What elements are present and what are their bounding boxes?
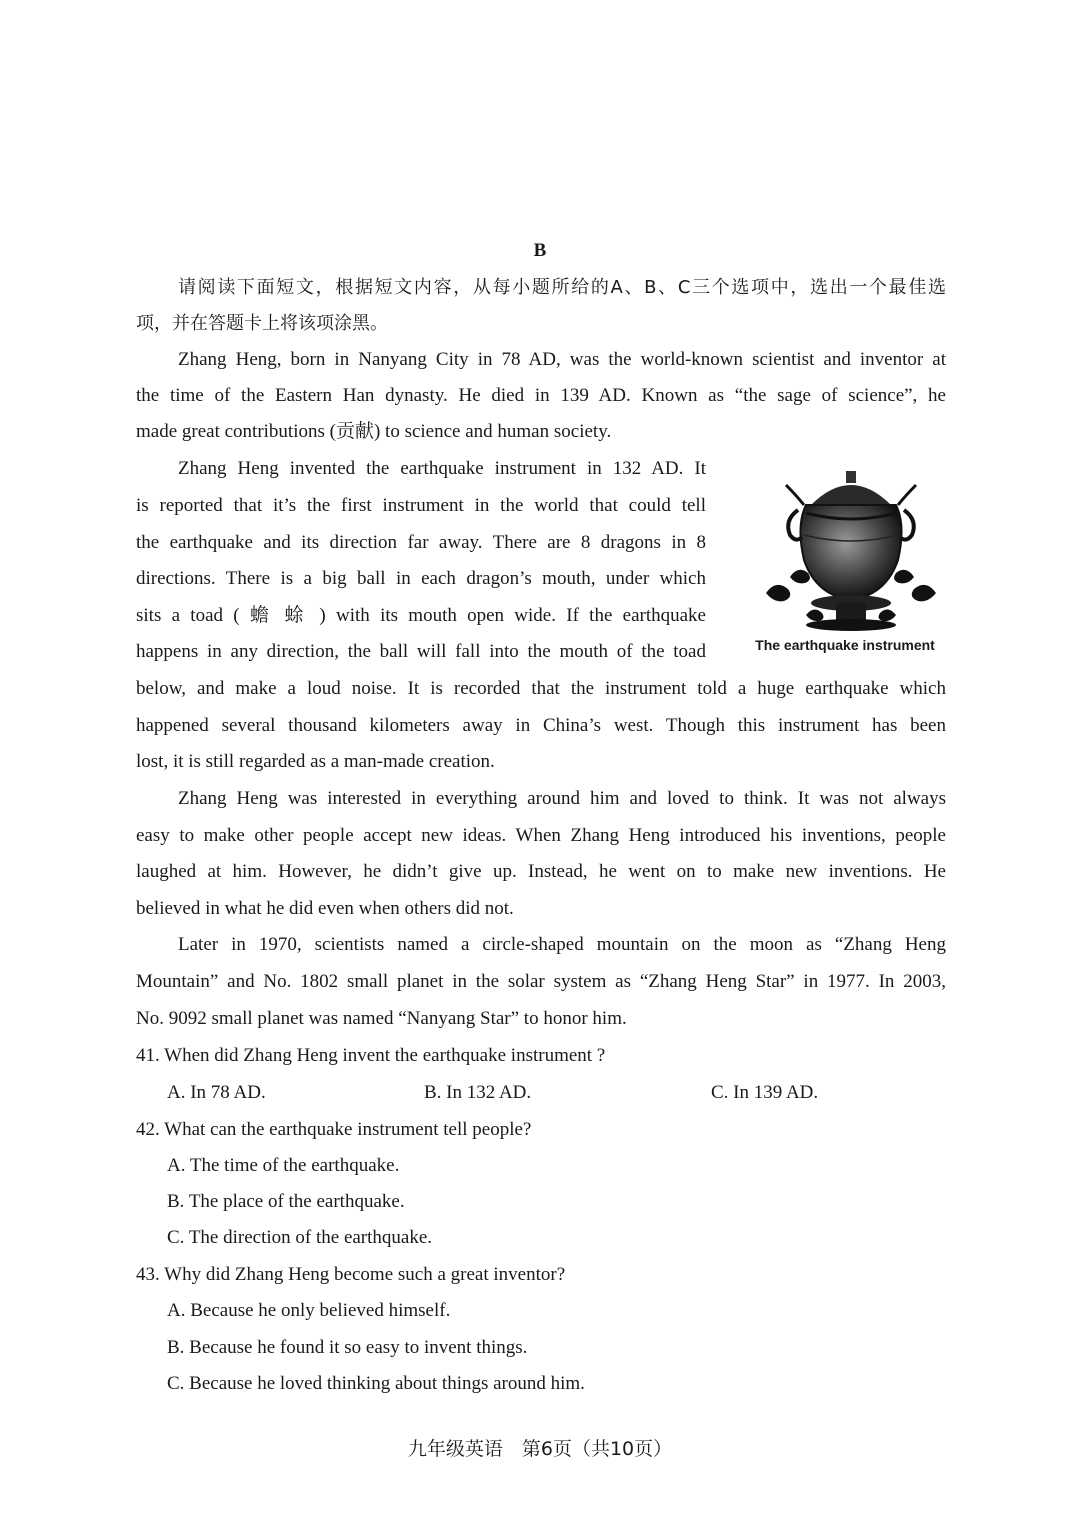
question-43-option-b: B. Because he found it so easy to invent things. <box>167 1337 528 1358</box>
question-41-stem: 41. When did Zhang Heng invent the earthquake instrument ? <box>136 1045 606 1066</box>
question-42-stem: 42. What can the earthquake instrument tell people? <box>136 1119 532 1140</box>
question-42-option-c: C. The direction of the earthquake. <box>167 1227 433 1248</box>
passage-line: Zhang Heng invented the earthquake instrument in 132 AD. It <box>178 458 706 479</box>
passage-line: Mountain” and No. 1802 small planet in the solar system as “Zhang Heng Star” in 1977. In 2003, <box>136 971 946 992</box>
section-title: B <box>533 240 547 261</box>
passage-line: the earthquake and its direction far away. There are 8 dragons in 8 <box>136 532 706 553</box>
question-43-option-c: C. Because he loved thinking about things around him. <box>167 1373 585 1394</box>
question-43-option-a: A. Because he only believed himself. <box>167 1300 451 1321</box>
earthquake-instrument-image <box>756 465 946 635</box>
passage-line: made great contributions (贡献) to science and human society. <box>136 421 612 442</box>
passage-line: Later in 1970, scientists named a circle-shaped mountain on the moon as “Zhang Heng <box>178 934 946 955</box>
question-43-stem: 43. Why did Zhang Heng become such a great inventor? <box>136 1264 566 1285</box>
passage-line: Zhang Heng was interested in everything around him and loved to think. It was not always <box>178 788 946 809</box>
passage-line: lost, it is still regarded as a man-made creation. <box>136 751 495 772</box>
instructions-line: 请阅读下面短文，根据短文内容，从每小题所给的A、B、C三个选项中，选出一个最佳选 <box>178 277 946 298</box>
passage-line: sits a toad ( 蟾 蜍 ) with its mouth open wide. If the earthquake <box>136 605 706 626</box>
passage-line: the time of the Eastern Han dynasty. He died in 139 AD. Known as “the sage of science”, he <box>136 385 946 406</box>
passage-line: easy to make other people accept new ideas. When Zhang Heng introduced his inventions, people <box>136 825 946 846</box>
figure-caption: The earthquake instrument <box>755 637 935 653</box>
instructions-line: 项，并在答题卡上将该项涂黑。 <box>136 313 388 334</box>
passage-line: directions. There is a big ball in each dragon’s mouth, under which <box>136 568 706 589</box>
question-42-option-b: B. The place of the earthquake. <box>167 1191 405 1212</box>
passage-line: No. 9092 small planet was named “Nanyang Star” to honor him. <box>136 1008 627 1029</box>
question-42-option-a: A. The time of the earthquake. <box>167 1155 400 1176</box>
passage-line: Zhang Heng, born in Nanyang City in 78 AD, was the world-known scientist and inventor at <box>178 349 946 370</box>
page-footer: 九年级英语 第6页（共10页） <box>407 1438 673 1460</box>
passage-line: laughed at him. However, he didn’t give up. Instead, he went on to make new inventions. He <box>136 861 946 882</box>
passage-line: happens in any direction, the ball will fall into the mouth of the toad <box>136 641 706 662</box>
question-41-option-c: C. In 139 AD. <box>711 1082 819 1103</box>
passage-line: is reported that it’s the first instrument in the world that could tell <box>136 495 706 516</box>
passage-line: believed in what he did even when others did not. <box>136 898 514 919</box>
passage-line: happened several thousand kilometers away in China’s west. Though this instrument has been <box>136 715 946 736</box>
passage-line: below, and make a loud noise. It is recorded that the instrument told a huge earthquake which <box>136 678 946 699</box>
question-41-option-b: B. In 132 AD. <box>424 1082 532 1103</box>
question-41-option-a: A. In 78 AD. <box>167 1082 266 1103</box>
